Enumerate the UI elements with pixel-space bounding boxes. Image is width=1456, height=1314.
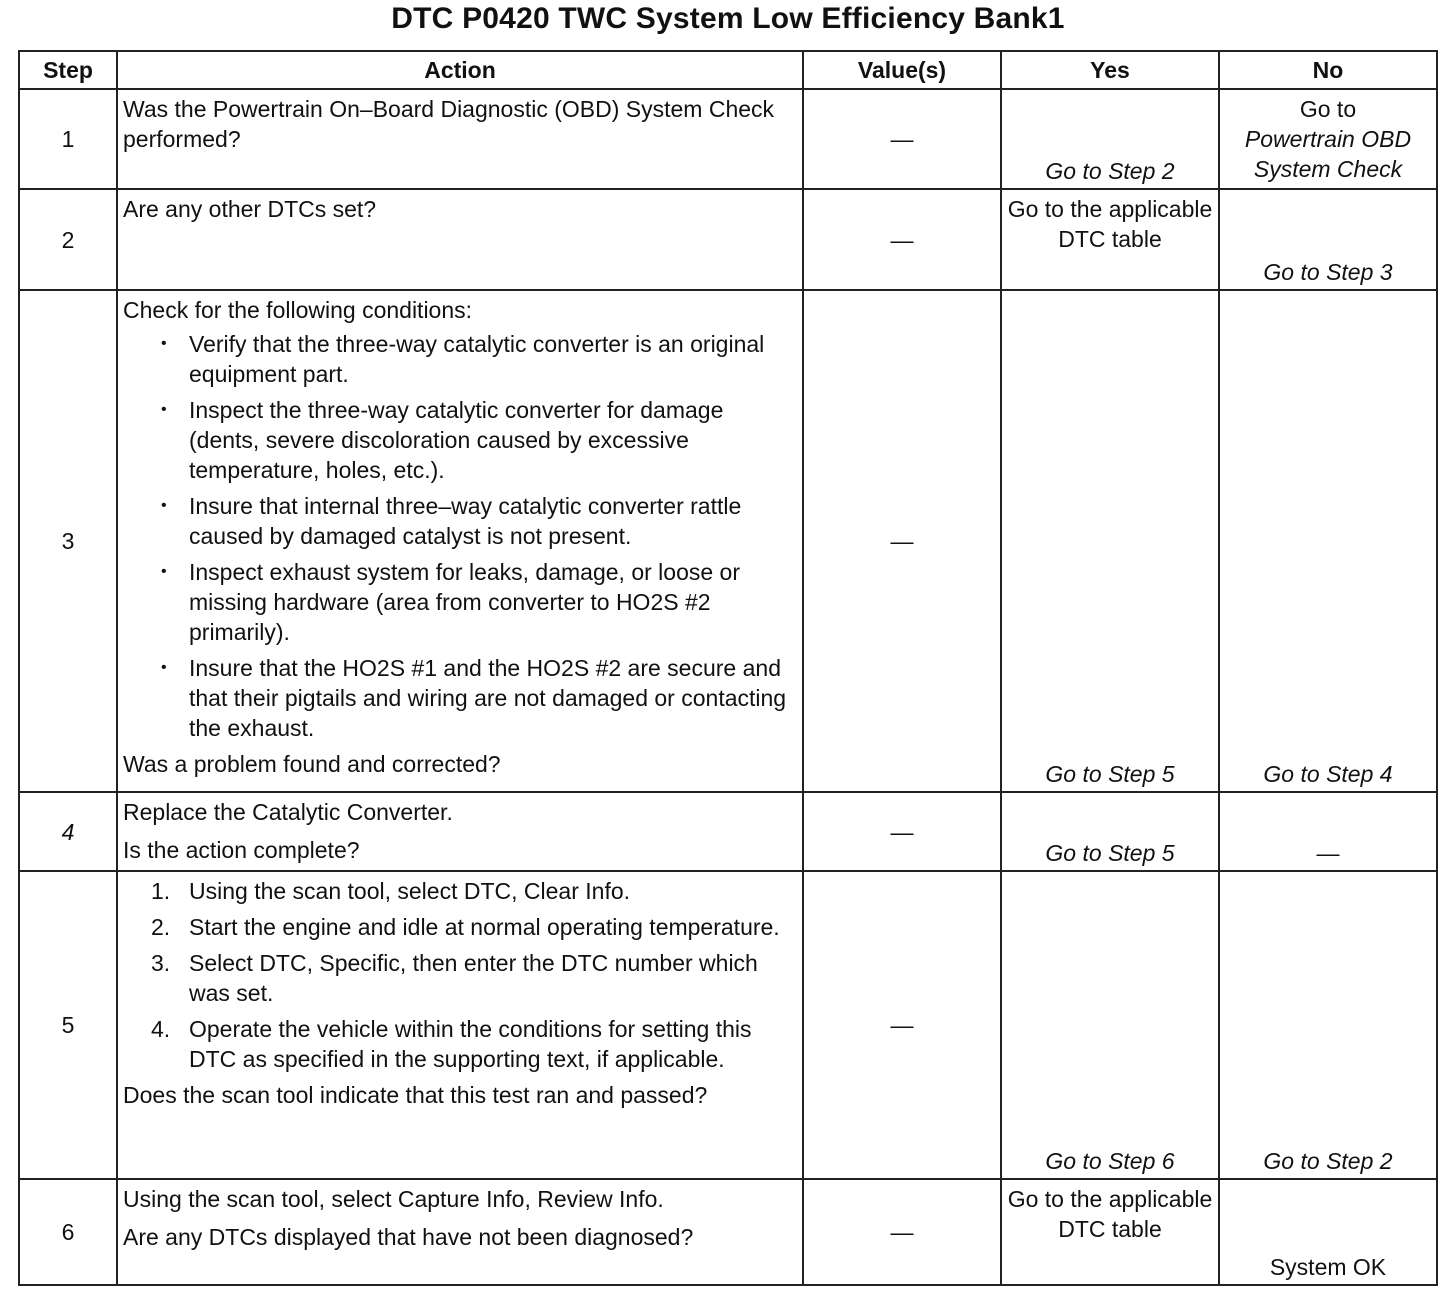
list-item <box>151 948 796 1008</box>
no-cell: Go to Step 3 <box>1219 189 1437 290</box>
no-cell <box>1219 89 1437 189</box>
list-number: 3. <box>151 950 171 976</box>
step-number: 1 <box>19 89 117 189</box>
value-cell: — <box>803 792 1001 871</box>
yes-cell: Go to the applicable DTC table <box>1001 1179 1219 1285</box>
action-cell <box>117 792 803 871</box>
condition-list <box>123 329 796 743</box>
value-cell: — <box>803 290 1001 792</box>
value-cell: — <box>803 189 1001 290</box>
action-question: Are any DTCs displayed that have not been diagnosed? <box>123 1224 694 1250</box>
action-cell <box>117 189 803 290</box>
list-item: • Insure that internal three–way catalytic converter rattle caused by damaged catalyst is not present. <box>189 491 796 551</box>
no-cell: Go to Step 4 <box>1219 290 1437 792</box>
no-cell: — <box>1219 792 1437 871</box>
table-row <box>19 290 1437 792</box>
no-cell: System OK <box>1219 1179 1437 1285</box>
list-number: 4. <box>151 1016 171 1042</box>
header-step: Step <box>19 51 117 89</box>
step-number: 4 <box>19 792 117 871</box>
list-text: Start the engine and idle at normal operating temperature. <box>189 914 780 940</box>
action-intro: Check for the following conditions: <box>123 297 473 323</box>
value-cell: — <box>803 1179 1001 1285</box>
list-text: Operate the vehicle within the conditions for setting this DTC as specified in the supporting text, if applicable. <box>189 1016 752 1072</box>
list-item <box>151 876 796 906</box>
table-row <box>19 792 1437 871</box>
list-number: 1. <box>151 878 171 904</box>
list-item: • Inspect the three-way catalytic converter for damage (dents, severe discoloration caused by excessive temperature, holes, etc.). <box>189 395 796 485</box>
table-row <box>19 89 1437 189</box>
step-number: 5 <box>19 871 117 1179</box>
header-action: Action <box>117 51 803 89</box>
action-question: Was a problem found and corrected? <box>123 751 501 777</box>
step-number: 3 <box>19 290 117 792</box>
procedure-list <box>123 876 796 1074</box>
yes-cell: Go to Step 2 <box>1001 89 1219 189</box>
list-item: • Inspect exhaust system for leaks, damage, or loose or missing hardware (area from converter to HO2S #2 primarily). <box>189 557 796 647</box>
action-cell <box>117 1179 803 1285</box>
list-item <box>151 912 796 942</box>
yes-cell: Go to Step 5 <box>1001 792 1219 871</box>
action-text: Replace the Catalytic Converter. <box>123 799 453 825</box>
list-text: Using the scan tool, select DTC, Clear Info. <box>189 878 631 904</box>
value-cell: — <box>803 89 1001 189</box>
action-cell <box>117 871 803 1179</box>
action-cell <box>117 89 803 189</box>
table-row <box>19 871 1437 1179</box>
yes-cell: Go to the applicable DTC table <box>1001 189 1219 290</box>
page-title: DTC P0420 TWC System Low Efficiency Bank1 <box>391 2 1065 35</box>
action-text: Using the scan tool, select Capture Info, Review Info. <box>123 1186 664 1212</box>
header-values: Value(s) <box>803 51 1001 89</box>
dtc-table <box>18 50 1438 1286</box>
no-cell: Go to Step 2 <box>1219 871 1437 1179</box>
value-cell: — <box>803 871 1001 1179</box>
header-no: No <box>1219 51 1437 89</box>
step-number: 2 <box>19 189 117 290</box>
header-yes: Yes <box>1001 51 1219 89</box>
yes-cell: Go to Step 6 <box>1001 871 1219 1179</box>
list-text: Select DTC, Specific, then enter the DTC number which was set. <box>189 950 758 1006</box>
action-question: Does the scan tool indicate that this test ran and passed? <box>123 1082 708 1108</box>
list-item <box>151 1014 796 1074</box>
action-question: Is the action complete? <box>123 837 360 863</box>
table-header-row <box>19 51 1437 89</box>
yes-cell: Go to Step 5 <box>1001 290 1219 792</box>
no-text: Go to <box>1299 96 1357 122</box>
step-number: 6 <box>19 1179 117 1285</box>
list-item: • Verify that the three-way catalytic converter is an original equipment part. <box>189 329 796 389</box>
table-row <box>19 1179 1437 1285</box>
action-text: Was the Powertrain On–Board Diagnostic (OBD) System Check performed? <box>123 96 775 152</box>
no-link-text: Powertrain OBD System Check <box>1244 126 1412 182</box>
table-row <box>19 189 1437 290</box>
action-cell <box>117 290 803 792</box>
action-text: Are any other DTCs set? <box>123 196 377 222</box>
list-item: • Insure that the HO2S #1 and the HO2S #2 are secure and that their pigtails and wiring are not damaged or contacting the exhaust. <box>189 653 796 743</box>
list-number: 2. <box>151 914 171 940</box>
